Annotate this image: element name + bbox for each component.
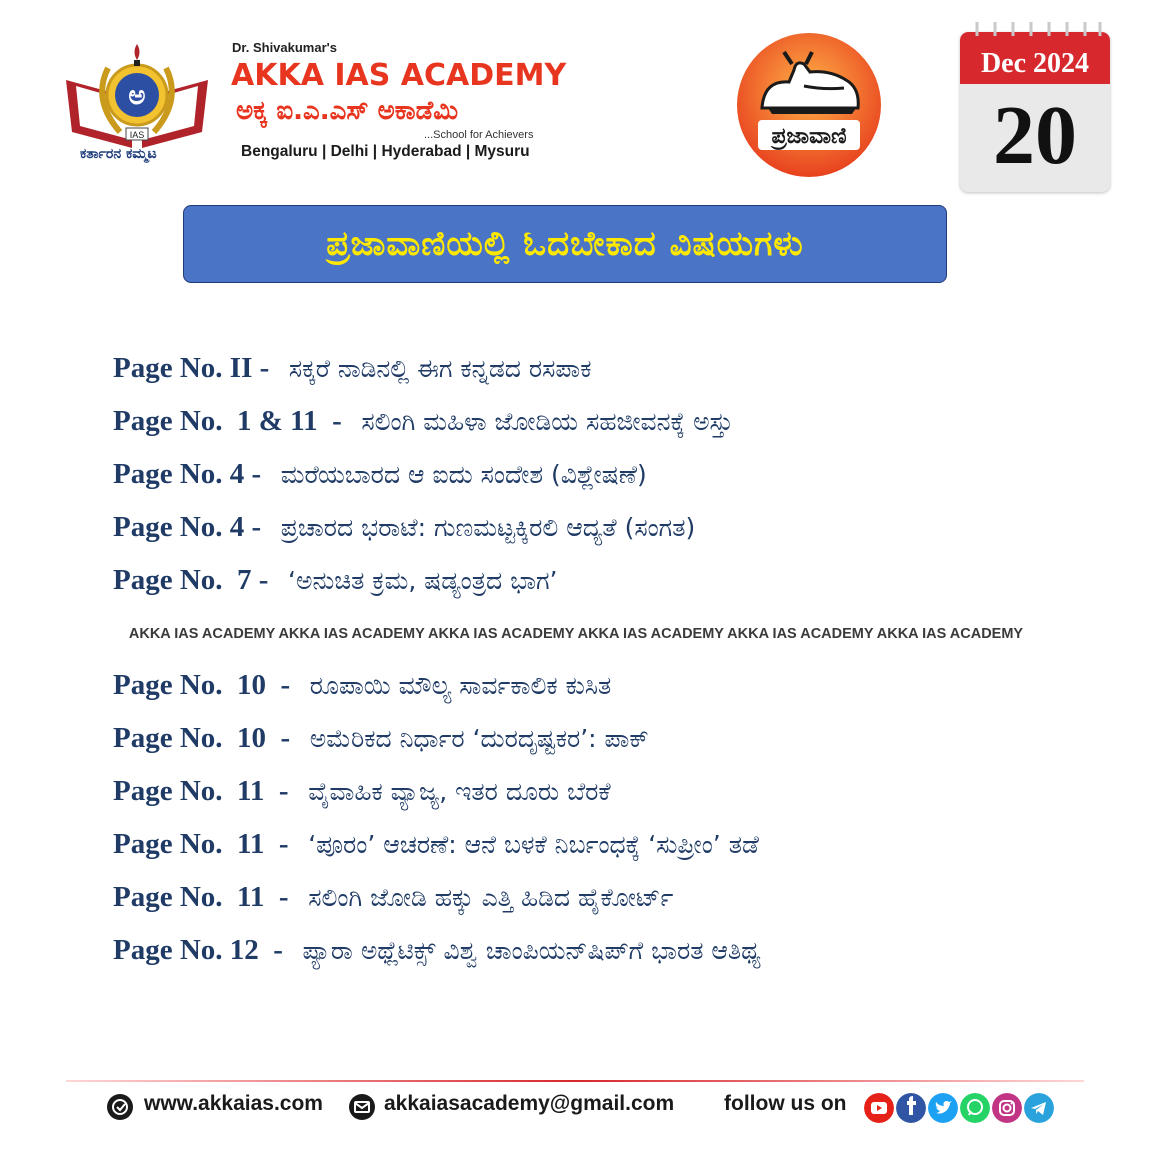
list-item <box>113 669 611 709</box>
page-number: Page No. 11 - <box>113 775 304 807</box>
article-title: ರೂಪಾಯಿ ಮೌಲ್ಯ ಸಾರ್ವಕಾಲಿಕ ಕುಸಿತ <box>309 671 612 700</box>
list-item <box>113 828 759 868</box>
article-title: ಮರೆಯಬಾರದ ಆ ಐದು ಸಂದೇಶ (ವಿಶ್ಲೇಷಣೆ) <box>280 460 647 489</box>
article-title: ‘ಪೂರಂ’ ಆಚರಣೆ: ಆನೆ ಬಳಕೆ ನಿರ್ಬಂಧಕ್ಕೆ ‘ಸುಪ್ರೀಂ’ ತಡೆ <box>308 830 759 859</box>
page-number: Page No. 10 - <box>113 669 305 701</box>
list-item <box>113 511 695 551</box>
academy-cities: Bengaluru | Delhi | Hyderabad | Mysuru <box>241 143 530 160</box>
article-title: ಪ್ಯಾರಾ ಅಥ್ಲೆಟಿಕ್ಸ್ ವಿಶ್ವ ಚಾಂಪಿಯನ್‌ಷಿಪ್‌ಗೆ ಭಾರತ ಆತಿಥ್ಯ <box>302 936 761 965</box>
page-number: Page No. 7 - <box>113 564 283 596</box>
page-number: Page No. 12 - <box>113 934 298 966</box>
follow-us-label: follow us on <box>724 1092 847 1115</box>
youtube-icon[interactable] <box>864 1093 894 1123</box>
article-title: ಸಕ್ಕರೆ ನಾಡಿನಲ್ಲಿ ಈಗ ಕನ್ನಡದ ರಸಪಾಕ <box>288 354 592 383</box>
calendar-date <box>960 32 1110 192</box>
svg-text:ಅ: ಅ <box>128 81 146 111</box>
topics-banner <box>183 205 947 283</box>
list-item <box>113 458 647 498</box>
telegram-icon[interactable] <box>1024 1093 1054 1123</box>
page-number: Page No. 4 - <box>113 458 276 490</box>
facebook-icon[interactable] <box>896 1093 926 1123</box>
list-item <box>113 881 673 921</box>
article-title: ಅಮೆರಿಕದ ನಿರ್ಧಾರ ‘ದುರದೃಷ್ಟಕರ’: ಪಾಕ್ <box>309 724 649 753</box>
footer-divider <box>66 1080 1084 1082</box>
article-title: ವೈವಾಹಿಕ ವ್ಯಾಜ್ಯ, ಇತರ ದೂರು ಬೆರಕೆ <box>308 777 611 806</box>
globe-icon <box>106 1093 134 1121</box>
calendar-rings-icon <box>960 18 1110 48</box>
page-number: Page No. 11 - <box>113 881 304 913</box>
academy-tagline: ...School for Achievers <box>424 129 534 141</box>
page-number: Page No. 11 - <box>113 828 304 860</box>
list-item <box>113 405 733 445</box>
calendar-day: 20 <box>993 89 1077 182</box>
page-number: Page No. II - <box>113 352 284 384</box>
page-number: Page No. 10 - <box>113 722 305 754</box>
list-item <box>113 934 761 974</box>
list-item <box>113 352 591 392</box>
instagram-icon[interactable] <box>992 1093 1022 1123</box>
article-title: ಸಲಿಂಗಿ ಜೋಡಿ ಹಕ್ಕು ಎತ್ತಿ ಹಿಡಿದ ಹೈಕೋರ್ಟ್ <box>308 883 674 912</box>
article-title: ‘ಅನುಚಿತ ಕ್ರಮ, ಷಡ್ಯಂತ್ರದ ಭಾಗ’ <box>288 566 558 595</box>
academy-watermark-strip: AKKA IAS ACADEMY AKKA IAS ACADEMY AKKA IAS ACADEMY AKKA IAS ACADEMY AKKA IAS ACADEMY AKKA IAS ACADEMY <box>128 626 1024 642</box>
email-icon <box>348 1093 376 1121</box>
article-title: ಪ್ರಚಾರದ ಭರಾಟೆ: ಗುಣಮಟ್ಟಕ್ಕಿರಲಿ ಆದ್ಯತೆ (ಸಂಗತ) <box>280 513 696 542</box>
newspaper-name: ಪ್ರಜಾವಾಣಿ <box>771 124 847 149</box>
page-number: Page No. 4 - <box>113 511 276 543</box>
founder-line: Dr. Shivakumar's <box>232 40 337 55</box>
list-item <box>113 775 611 815</box>
banner-title: ಪ್ರಜಾವಾಣಿಯಲ್ಲಿ ಓದಬೇಕಾದ ವಿಷಯಗಳು <box>326 224 804 264</box>
twitter-icon[interactable] <box>928 1093 958 1123</box>
emblem-caption: ಕರ್ತಾರನ ಕಮ್ಮಟ <box>80 146 157 162</box>
academy-name-kannada: ಅಕ್ಕ ಐ.ಎ.ಎಸ್ ಅಕಾಡೆಮಿ <box>236 96 459 126</box>
calendar-month-year: Dec 2024 <box>980 48 1090 79</box>
list-item <box>113 564 558 604</box>
email-link[interactable]: akkaiasacademy@gmail.com <box>384 1092 675 1115</box>
list-item <box>113 722 649 762</box>
prajavani-logo <box>734 30 884 180</box>
article-title: ಸಲಿಂಗಿ ಮಹಿಳಾ ಜೋಡಿಯ ಸಹಜೀವನಕ್ಕೆ ಅಸ್ತು <box>361 407 733 436</box>
website-link[interactable]: www.akkaias.com <box>144 1092 323 1115</box>
academy-name-english: AKKA IAS ACADEMY <box>231 58 567 93</box>
page-number: Page No. 1 & 11 - <box>113 405 357 437</box>
svg-text:IAS: IAS <box>129 130 145 140</box>
whatsapp-icon[interactable] <box>960 1093 990 1123</box>
